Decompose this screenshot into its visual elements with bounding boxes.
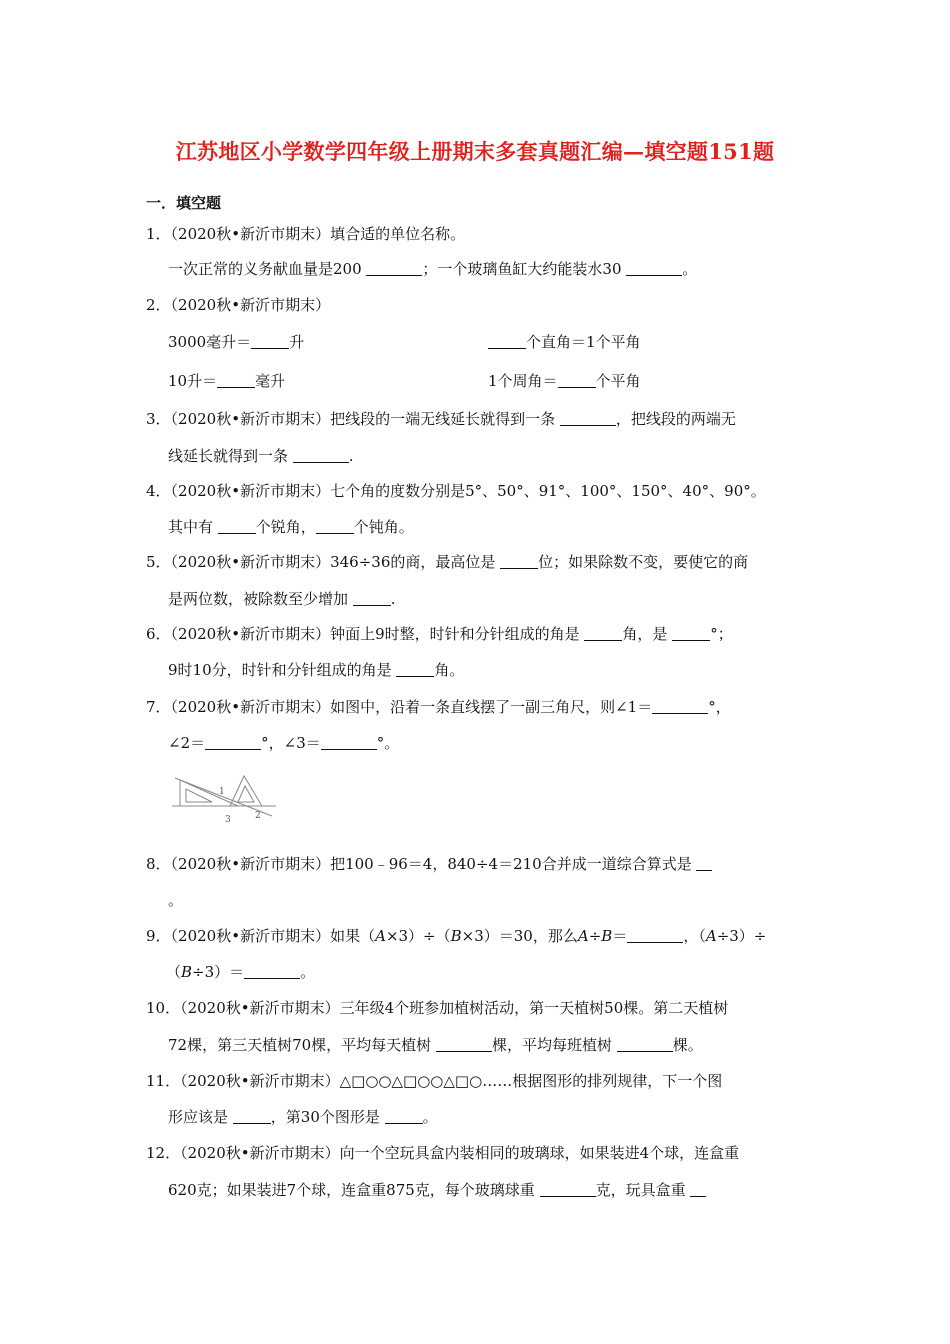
question-text: 位；如果除数不变，要使它的商 xyxy=(538,553,749,571)
question-source: （2020秋•新沂市期末） xyxy=(170,625,331,643)
question-7-line-2 xyxy=(168,733,399,753)
question-text: 如图中，沿着一条直线摆了一副三角尺，则∠1＝ xyxy=(330,698,653,716)
answer-blank[interactable] xyxy=(217,372,255,388)
question-text: °。 xyxy=(376,734,400,752)
question-text: 向一个空玩具盒内装相同的玻璃球，如果装进4个球，连盒重 xyxy=(339,1144,740,1162)
question-text: 填合适的单位名称。 xyxy=(330,225,466,243)
question-text: 9时10分，时针和分针组成的角是 xyxy=(168,661,397,679)
question-text: 三年级4个班参加植树活动，第一天植树50棵。第二天植树 xyxy=(339,999,729,1017)
question-10-line-2 xyxy=(168,1035,703,1055)
question-2 xyxy=(146,295,330,315)
question-text: ；一个玻璃鱼缸大约能装水30 xyxy=(422,260,622,278)
answer-blank[interactable] xyxy=(251,333,289,349)
question-4-line-2 xyxy=(168,517,414,537)
answer-blank[interactable] xyxy=(396,661,434,677)
question-2-item-d xyxy=(488,371,641,391)
answer-blank[interactable] xyxy=(316,518,354,534)
angle-3-label: 3 xyxy=(225,815,231,825)
question-text: 棵，平均每班植树 xyxy=(491,1036,617,1054)
question-12 xyxy=(146,1143,739,1163)
answer-blank[interactable] xyxy=(366,260,422,276)
answer-blank[interactable] xyxy=(205,734,261,750)
question-number: 11． xyxy=(146,1072,181,1090)
question-text: ÷ xyxy=(588,927,602,945)
question-text: °， xyxy=(708,698,731,716)
question-3-line-2 xyxy=(168,446,354,466)
question-8 xyxy=(146,854,712,874)
answer-blank[interactable] xyxy=(293,447,349,463)
question-text: 个平角 xyxy=(595,372,641,390)
angle-2-label: 2 xyxy=(255,811,261,821)
answer-blank[interactable] xyxy=(672,625,710,641)
question-text: △□○○△□○○△□○……根据图形的排列规律，下一个图 xyxy=(339,1072,723,1090)
question-5-line-2 xyxy=(168,589,396,609)
question-number: 5． xyxy=(146,553,171,571)
question-source: （2020秋•新沂市期末） xyxy=(180,1144,340,1162)
question-12-line-2 xyxy=(168,1180,706,1200)
question-5 xyxy=(146,552,748,572)
answer-blank[interactable] xyxy=(560,410,616,426)
question-text: 把100﹣96＝4，840÷4＝210合并成一道综合算式是 xyxy=(330,855,697,873)
answer-blank[interactable] xyxy=(436,1036,492,1052)
question-number: 10． xyxy=(146,999,181,1017)
question-text: ，把线段的两端无 xyxy=(615,410,736,428)
variable-b: B xyxy=(601,927,613,945)
angle-1-label: 1 xyxy=(219,787,225,797)
question-source: （2020秋•新沂市期末） xyxy=(170,410,331,428)
question-text: 620克；如果装进7个球，连盒重875克，每个玻璃球重 xyxy=(168,1181,540,1199)
question-7 xyxy=(146,697,731,717)
variable-a: A xyxy=(705,927,717,945)
question-text: 。 xyxy=(422,1108,438,1126)
question-text: 线延长就得到一条 xyxy=(168,447,293,465)
question-number: 6． xyxy=(146,625,171,643)
question-1-line-2 xyxy=(168,259,697,279)
question-text: （ xyxy=(166,963,182,981)
question-2-item-a xyxy=(168,332,304,352)
question-number: 2． xyxy=(146,296,171,314)
question-2-item-b xyxy=(488,332,641,352)
question-text: 毫升 xyxy=(255,372,286,390)
question-source: （2020秋•新沂市期末） xyxy=(170,225,331,243)
question-text: 角，是 xyxy=(622,625,673,643)
question-source: （2020秋•新沂市期末） xyxy=(170,482,331,500)
question-text: 角。 xyxy=(434,661,465,679)
answer-blank[interactable] xyxy=(244,963,300,979)
question-number: 1． xyxy=(146,225,171,243)
question-text: 。 xyxy=(168,891,184,909)
variable-a: A xyxy=(375,927,386,945)
question-source: （2020秋•新沂市期末） xyxy=(170,927,331,945)
question-text: 一次正常的义务献血量是200 xyxy=(168,260,362,278)
variable-a: A xyxy=(577,927,589,945)
answer-blank[interactable] xyxy=(500,553,538,569)
answer-blank[interactable] xyxy=(353,590,391,606)
question-6 xyxy=(146,624,733,644)
answer-blank[interactable] xyxy=(540,1181,596,1197)
question-text: ∠2＝ xyxy=(168,734,206,752)
question-text: °； xyxy=(710,625,733,643)
question-text: 个锐角， xyxy=(255,518,316,536)
question-text: 1个周角＝ xyxy=(488,372,558,390)
question-6-line-2 xyxy=(168,660,464,680)
section-heading: 一．填空题 xyxy=(146,194,222,212)
answer-blank[interactable] xyxy=(233,1108,271,1124)
question-text: 3000毫升＝ xyxy=(168,333,252,351)
question-text: 。 xyxy=(682,260,698,278)
question-text: ×3）÷（ xyxy=(385,927,451,945)
question-4 xyxy=(146,481,766,501)
question-source: （2020秋•新沂市期末） xyxy=(180,999,340,1017)
question-3 xyxy=(146,409,736,429)
question-text: 棵。 xyxy=(672,1036,703,1054)
question-number: 7． xyxy=(146,698,171,716)
answer-blank[interactable] xyxy=(627,927,683,943)
question-text: 。 xyxy=(300,963,316,981)
question-text: 其中有 xyxy=(168,518,218,536)
question-text: 是两位数，被除数至少增加 xyxy=(168,590,353,608)
question-text: 个钝角。 xyxy=(353,518,414,536)
question-text: 克，玩具盒重 xyxy=(595,1181,691,1199)
question-number: 12． xyxy=(146,1144,181,1162)
question-number: 3． xyxy=(146,410,171,428)
answer-blank[interactable] xyxy=(584,625,622,641)
question-text: °，∠3＝ xyxy=(261,734,321,752)
answer-blank[interactable] xyxy=(690,1181,706,1197)
question-2-item-c xyxy=(168,371,285,391)
triangle-ruler-figure xyxy=(172,772,282,826)
question-text: ，第30个图形是 xyxy=(270,1108,385,1126)
question-text: 钟面上9时整，时针和分针组成的角是 xyxy=(330,625,585,643)
question-number: 9． xyxy=(146,927,171,945)
question-9 xyxy=(146,926,766,946)
question-text: ，（ xyxy=(683,927,706,945)
question-text: 七个角的度数分别是5°、50°、91°、100°、150°、40°、90°。 xyxy=(330,482,766,500)
question-11-line-2 xyxy=(168,1107,438,1127)
question-source: （2020秋•新沂市期末） xyxy=(170,553,331,571)
answer-blank[interactable] xyxy=(652,698,708,714)
answer-blank[interactable] xyxy=(558,372,596,388)
document-title: 江苏地区小学数学四年级上册期末多套真题汇编—填空题151题 xyxy=(175,139,775,164)
question-1 xyxy=(146,224,465,244)
answer-blank[interactable] xyxy=(626,260,682,276)
question-source: （2020秋•新沂市期末） xyxy=(170,855,331,873)
question-source: （2020秋•新沂市期末） xyxy=(180,1072,340,1090)
variable-b: B xyxy=(181,963,193,981)
answer-blank[interactable] xyxy=(321,734,377,750)
answer-blank[interactable] xyxy=(385,1108,423,1124)
question-9-line-2 xyxy=(166,962,315,982)
question-11 xyxy=(146,1071,722,1091)
question-text: 346÷36的商，最高位是 xyxy=(330,553,501,571)
question-text: ÷3）＝ xyxy=(192,963,245,981)
answer-blank[interactable] xyxy=(696,855,712,871)
variable-b: B xyxy=(450,927,462,945)
question-text: 升 xyxy=(289,333,305,351)
question-10 xyxy=(146,998,728,1018)
question-text: ＝ xyxy=(612,927,628,945)
question-text: 把线段的一端无线延长就得到一条 xyxy=(330,410,560,428)
question-text: . xyxy=(348,447,354,465)
question-text: 如果（ xyxy=(330,927,376,945)
question-source: （2020秋•新沂市期末） xyxy=(170,296,331,314)
question-text: 形应该是 xyxy=(168,1108,233,1126)
answer-blank[interactable] xyxy=(617,1036,673,1052)
question-text: . xyxy=(390,590,396,608)
question-text: 72棵，第三天植树70棵，平均每天植树 xyxy=(168,1036,436,1054)
question-text: ÷3）÷ xyxy=(716,927,767,945)
question-source: （2020秋•新沂市期末） xyxy=(170,698,331,716)
answer-blank[interactable] xyxy=(218,518,256,534)
answer-blank[interactable] xyxy=(488,333,526,349)
question-text: ×3）＝30，那么 xyxy=(461,927,578,945)
question-number: 8． xyxy=(146,855,171,873)
question-number: 4． xyxy=(146,482,171,500)
question-8-line-2 xyxy=(168,890,183,910)
question-text: 10升＝ xyxy=(168,372,218,390)
question-text: 个直角＝1个平角 xyxy=(526,333,641,351)
